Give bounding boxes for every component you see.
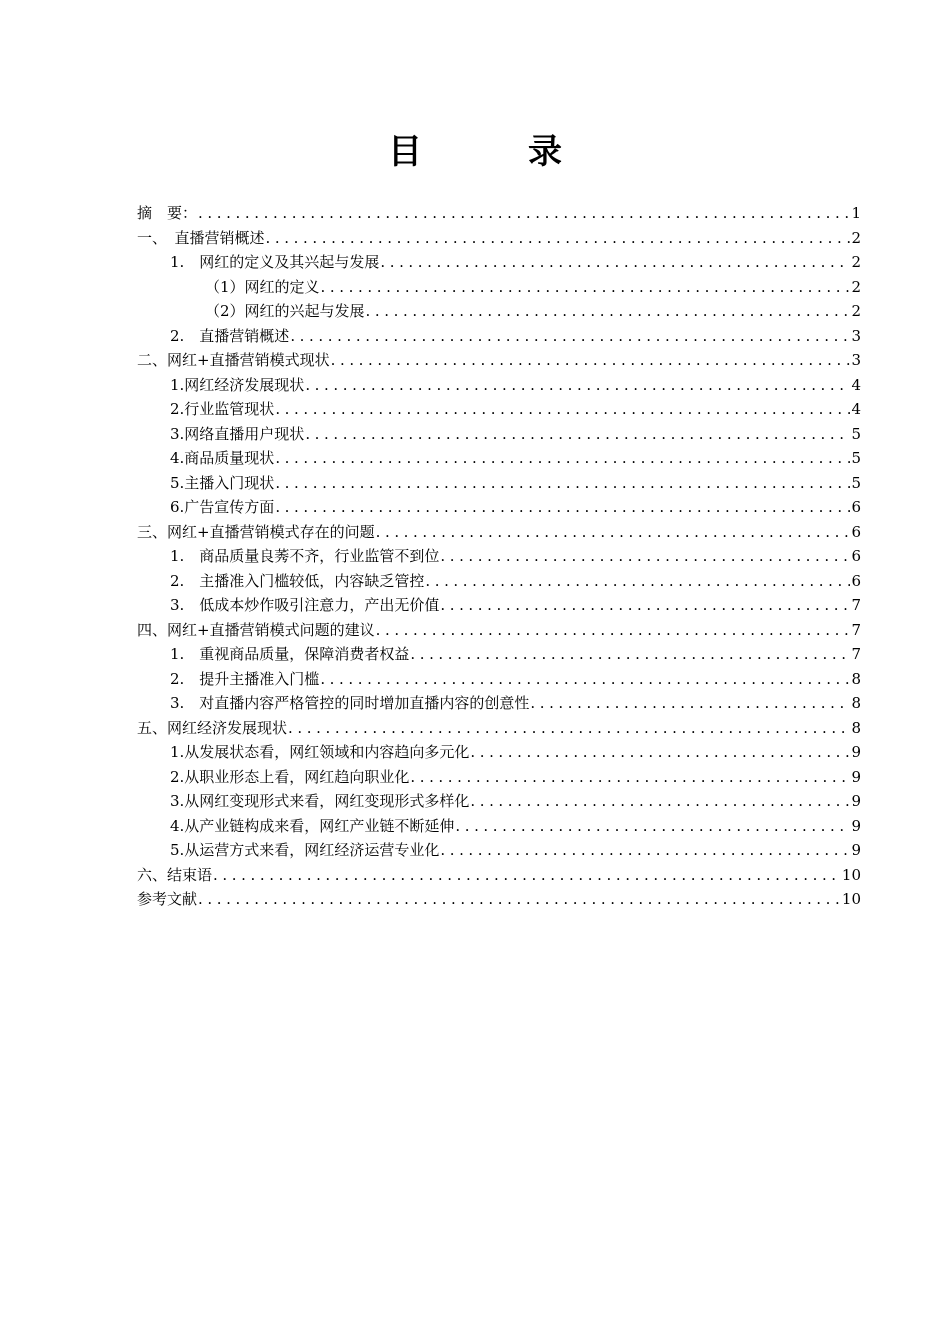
toc-page-number: 7 <box>851 620 861 639</box>
toc-leader-dots <box>469 789 850 814</box>
toc-leader-dots <box>274 446 850 471</box>
toc-page-number: 7 <box>851 645 861 663</box>
toc-entry[interactable] <box>137 691 861 716</box>
toc-entry-text: 1. 商品质量良莠不齐，行业监管不到位 <box>170 547 440 565</box>
toc-entry-text: 二、网红+直播营销模式现状 <box>137 351 330 369</box>
toc-page-number: 5 <box>851 424 861 443</box>
toc-entry[interactable] <box>137 716 861 741</box>
toc-page-number: 6 <box>851 547 861 565</box>
toc-entry-text: 5.主播入门现状 <box>170 473 275 492</box>
toc-leader-dots <box>365 299 851 324</box>
toc-page-number: 2 <box>851 277 861 296</box>
toc-entry[interactable] <box>137 275 861 300</box>
toc-entry-text: 参考文献 <box>137 890 198 908</box>
toc-entry-text: 2. 提升主播准入门槛 <box>170 669 320 688</box>
toc-entry[interactable] <box>137 201 861 226</box>
toc-entry-text: 1.网红经济发展现状 <box>170 375 305 394</box>
toc-entry-text: 4.从产业链构成来看，网红产业链不断延伸 <box>170 816 455 835</box>
toc-page-number: 9 <box>851 767 861 786</box>
toc-entry[interactable] <box>137 814 861 839</box>
toc-page-number: 1 <box>851 204 861 222</box>
toc-leader-dots <box>265 226 851 251</box>
toc-leader-dots <box>439 838 850 863</box>
toc-leader-dots <box>197 201 850 226</box>
toc-entry[interactable] <box>137 250 861 275</box>
toc-entry-text: 2.从职业形态上看，网红趋向职业化 <box>170 767 410 786</box>
toc-page-number: 9 <box>851 841 861 859</box>
toc-entry-text: 1. 重视商品质量，保障消费者权益 <box>170 645 410 663</box>
toc-entry-text: 6.广告宣传方面 <box>170 498 275 516</box>
toc-page-number: 4 <box>851 375 861 394</box>
toc-leader-dots <box>197 887 841 912</box>
toc-entry[interactable] <box>137 495 861 520</box>
toc-leader-dots <box>424 569 850 594</box>
toc-entry-text: 3. 对直播内容严格管控的同时增加直播内容的创意性 <box>170 694 530 712</box>
toc-entry[interactable] <box>137 642 861 667</box>
toc-entry[interactable] <box>137 373 861 398</box>
toc-entry[interactable] <box>137 299 861 324</box>
toc-leader-dots <box>330 348 851 373</box>
toc-page-number: 5 <box>851 449 861 467</box>
toc-leader-dots <box>409 765 850 790</box>
toc-leader-dots <box>439 593 850 618</box>
toc-page-number: 6 <box>851 522 861 541</box>
toc-leader-dots <box>304 422 850 447</box>
toc-leader-dots <box>454 814 850 839</box>
toc-leader-dots <box>289 324 850 349</box>
toc-entry[interactable] <box>137 789 861 814</box>
toc-leader-dots <box>439 544 850 569</box>
toc-entry[interactable] <box>137 226 861 251</box>
toc-entry-text: 1.从发展状态看，网红领域和内容趋向多元化 <box>170 743 470 761</box>
toc-entry[interactable] <box>137 544 861 569</box>
toc-entry-text: 2. 直播营销概述 <box>170 326 290 345</box>
toc-entry[interactable] <box>137 618 861 643</box>
toc-page-number: 5 <box>851 473 861 492</box>
toc-entry[interactable] <box>137 740 861 765</box>
toc-entry[interactable] <box>137 471 861 496</box>
toc-page-number: 10 <box>841 865 861 884</box>
toc-entry-text: 六、结束语 <box>137 865 213 884</box>
toc-entry-text: 3.从网红变现形式来看，网红变现形式多样化 <box>170 792 470 810</box>
toc-entry-text: 4.商品质量现状 <box>170 449 275 467</box>
toc-entry[interactable] <box>137 863 861 888</box>
toc-page-number: 6 <box>851 571 861 590</box>
toc-page-number: 9 <box>851 816 861 835</box>
toc-entry[interactable] <box>137 569 861 594</box>
toc-leader-dots <box>375 618 851 643</box>
toc-leader-dots <box>375 520 851 545</box>
toc-entry[interactable] <box>137 667 861 692</box>
toc-page-number: 2 <box>851 302 861 320</box>
toc-entry-text: 一、 直播营销概述 <box>137 228 265 247</box>
toc-entry-text: 三、网红+直播营销模式存在的问题 <box>137 522 375 541</box>
toc-leader-dots <box>320 275 851 300</box>
toc-entry-text: 3. 低成本炒作吸引注意力，产出无价值 <box>170 596 440 614</box>
toc-entry-text: 5.从运营方式来看，网红经济运营专业化 <box>170 841 440 859</box>
toc-leader-dots <box>529 691 850 716</box>
toc-leader-dots <box>274 397 850 422</box>
toc-entry-text: 1. 网红的定义及其兴起与发展 <box>170 253 380 271</box>
toc-entry-text: 摘 要： <box>137 204 198 222</box>
toc-entry-text: 四、网红+直播营销模式问题的建议 <box>137 620 375 639</box>
toc-entry-text: （2）网红的兴起与发展 <box>205 302 365 320</box>
toc-entry[interactable] <box>137 593 861 618</box>
toc-page-number: 2 <box>851 253 861 271</box>
toc-entry[interactable] <box>137 765 861 790</box>
toc-leader-dots <box>319 667 850 692</box>
toc-leader-dots <box>304 373 850 398</box>
toc-leader-dots <box>274 495 850 520</box>
toc-entry[interactable] <box>137 887 861 912</box>
toc-entry[interactable] <box>137 397 861 422</box>
toc-page-number: 2 <box>851 228 861 247</box>
toc-leader-dots <box>287 716 850 741</box>
toc-leader-dots <box>274 471 850 496</box>
toc-page-number: 10 <box>841 890 861 908</box>
toc-entry[interactable] <box>137 446 861 471</box>
toc-page-number: 9 <box>851 743 861 761</box>
toc-page-number: 8 <box>851 718 861 737</box>
toc-page-number: 8 <box>851 669 861 688</box>
toc-entry[interactable] <box>137 324 861 349</box>
toc-page-number: 9 <box>851 792 861 810</box>
toc-entry-text: 3.网络直播用户现状 <box>170 424 305 443</box>
toc-page-number: 4 <box>851 400 861 418</box>
toc-leader-dots <box>469 740 850 765</box>
toc-entry-text: （1）网红的定义 <box>205 277 320 296</box>
toc-title: 目 录 <box>388 132 598 172</box>
toc-page-number: 7 <box>851 596 861 614</box>
toc-entry-text: 2.行业监管现状 <box>170 400 275 418</box>
toc-entry-text: 2. 主播准入门槛较低，内容缺乏管控 <box>170 571 425 590</box>
toc-page-number: 6 <box>851 498 861 516</box>
toc-page-number: 3 <box>851 326 861 345</box>
table-of-contents <box>137 201 861 912</box>
toc-entry[interactable] <box>137 422 861 447</box>
toc-leader-dots <box>212 863 841 888</box>
toc-entry[interactable] <box>137 520 861 545</box>
toc-page-number: 8 <box>851 694 861 712</box>
toc-entry[interactable] <box>137 348 861 373</box>
toc-leader-dots <box>409 642 850 667</box>
toc-entry-text: 五、网红经济发展现状 <box>137 718 288 737</box>
toc-leader-dots <box>379 250 850 275</box>
toc-entry[interactable] <box>137 838 861 863</box>
toc-page-number: 3 <box>851 351 861 369</box>
